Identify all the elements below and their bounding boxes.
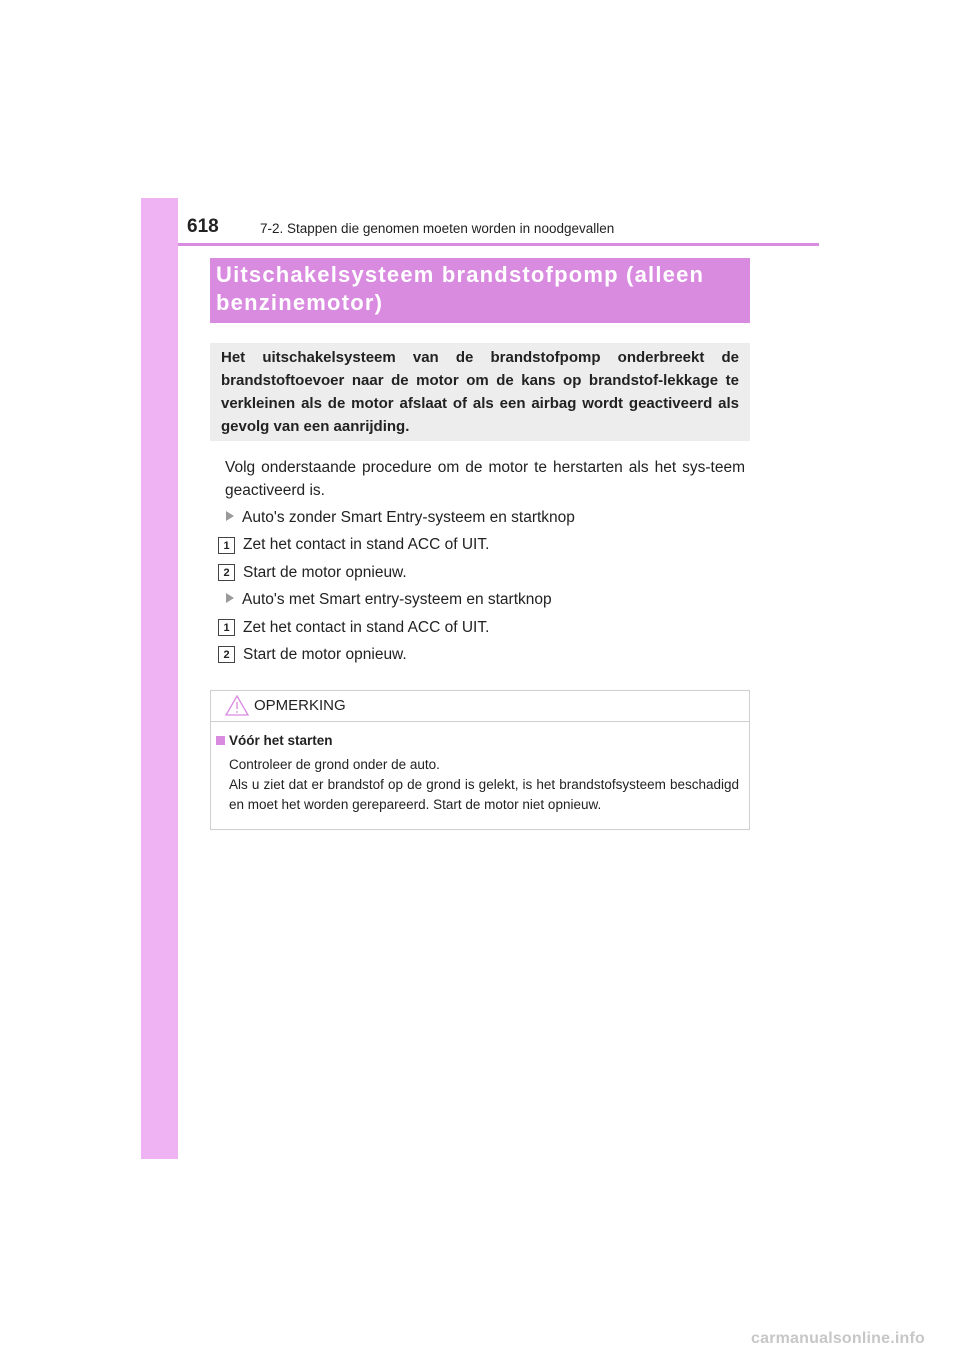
notice-subheading-text: Vóór het starten (229, 733, 333, 748)
warning-triangle-icon (225, 695, 249, 716)
procedure-heading-1 (226, 506, 575, 529)
procedure-label: Auto's met Smart entry-systeem en startknop (242, 591, 552, 608)
chapter-heading: 7-2. Stappen die genomen moeten worden in noodgevallen (260, 221, 615, 236)
step-number-badge: 1 (218, 537, 235, 554)
step-number-badge: 1 (218, 619, 235, 636)
section-title-line1: Uitschakelsysteem brandstofpomp (alleen (216, 262, 705, 287)
triangle-bullet-icon (226, 511, 234, 521)
square-bullet-icon (216, 736, 225, 745)
notice-body (229, 755, 739, 815)
step-text: Zet het contact in stand ACC of UIT. (243, 536, 490, 553)
intro-text: Het uitschakelsysteem van de brandstofpomp onderbreekt de brandstoftoevoer naar de motor om de kans op brandstof-lekkage te verkleinen als de motor afslaat of als een airbag wordt geactiveerd als gevolg van een aanrijding. (221, 349, 739, 435)
intro-box (210, 343, 750, 441)
section-title-box (210, 258, 750, 323)
notice-label: OPMERKING (254, 697, 346, 714)
notice-header (211, 691, 749, 722)
step-number-badge: 2 (218, 564, 235, 581)
procedure-label: Auto's zonder Smart Entry-systeem en startknop (242, 509, 575, 526)
footer-watermark: carmanualsonline.info (751, 1330, 926, 1347)
procedure-heading-2 (226, 588, 552, 611)
chapter-sidebar-tab (141, 198, 178, 1159)
notice-line: Controleer de grond onder de auto. (229, 757, 440, 772)
section-title-line2: benzinemotor) (216, 290, 384, 315)
step-text: Zet het contact in stand ACC of UIT. (243, 619, 490, 636)
header-rule (178, 243, 819, 246)
notice-box (210, 690, 750, 830)
step-number-badge: 2 (218, 646, 235, 663)
triangle-bullet-icon (226, 593, 234, 603)
body-paragraph: Volg onderstaande procedure om de motor te herstarten als het sys-teem geactiveerd is. (225, 459, 745, 499)
notice-subheading (216, 733, 333, 748)
page-number: 618 (187, 216, 219, 237)
step-text: Start de motor opnieuw. (243, 564, 407, 581)
step-text: Start de motor opnieuw. (243, 646, 407, 663)
notice-line: Als u ziet dat er brandstof op de grond is gelekt, is het brandstofsysteem beschadigd en moet het worden gerepareerd. Start de motor niet opnieuw. (229, 777, 739, 812)
